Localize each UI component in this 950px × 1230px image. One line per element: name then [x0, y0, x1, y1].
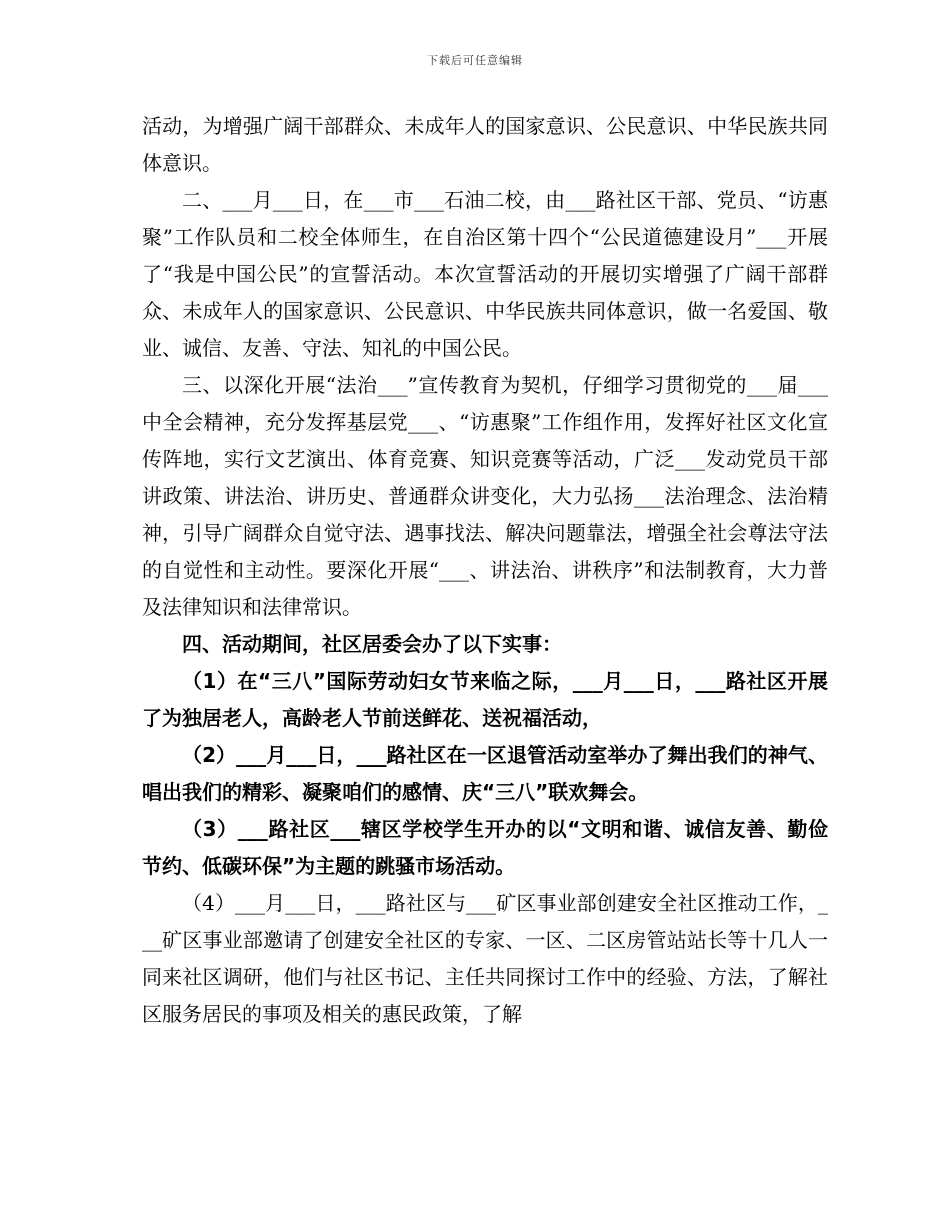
paragraph-8-item-4: （4）___月___日，___路社区与___矿区事业部创建安全社区推动工作，___矿区事业部邀请了创建安全社区的专家、一区、二区房管站站长等十几人一同来社区调研，他们与社区书记、主任共同探讨工作中的经验、方法，了解社区服务居民的事项及相关的惠民政策，了解: [142, 891, 828, 1026]
paragraph-3: 三、以深化开展“法治___”宣传教育为契机，仔细学习贯彻党的___届___中全会精神，充分发挥基层党___、“访惠聚”工作组作用，发挥好社区文化宣传阵地，实行文艺演出、体育竞赛、知识竞赛等活动，广泛___发动党员干部讲政策、讲法治、讲历史、普通群众讲变化，大力弘扬___法治理念、法治精神，引导广阔群众自觉守法、遇事找法、解决问题靠法，增强全社会尊法守法的自觉性和主动性。要深化开展“___、讲法治、讲秩序”和法制教育，大力普及法律知识和法律常识。: [142, 373, 828, 619]
document-body: [142, 108, 828, 1033]
paragraph-6-item-2: （2）___月___日，___路社区在一区退管活动室举办了舞出我们的神气、唱出我们的精彩、凝聚咱们的感情、庆“三八”联欢舞会。: [142, 743, 828, 804]
paragraph-4-heading: 四、活动期间，社区居委会办了以下实事：: [182, 632, 562, 656]
page-header: 下载后可任意编辑: [427, 54, 523, 67]
paragraph-1: 活动，为增强广阔干部群众、未成年人的国家意识、公民意识、中华民族共同体意识。: [142, 114, 828, 175]
paragraph-7-item-3: （3）___路社区___辖区学校学生开办的以“文明和谐、诚信友善、勤俭节约、低碳环保”为主题的跳骚市场活动。: [142, 817, 828, 878]
paragraph-2: 二、___月___日，在___市___石油二校，由___路社区干部、党员、“访惠聚”工作队员和二校全体师生，在自治区第十四个“公民道德建设月”___开展了“我是中国公民”的宣誓活动。本次宣誓活动的开展切实增强了广阔干部群众、未成年人的国家意识、公民意识、中华民族共同体意识，做一名爱国、敬业、诚信、友善、守法、知礼的中国公民。: [142, 188, 828, 360]
paragraph-5-item-1: （1）在“三八”国际劳动妇女节来临之际，___月___日，___路社区开展了为独居老人，高龄老人节前送鲜花、送祝福活动，: [142, 669, 828, 730]
